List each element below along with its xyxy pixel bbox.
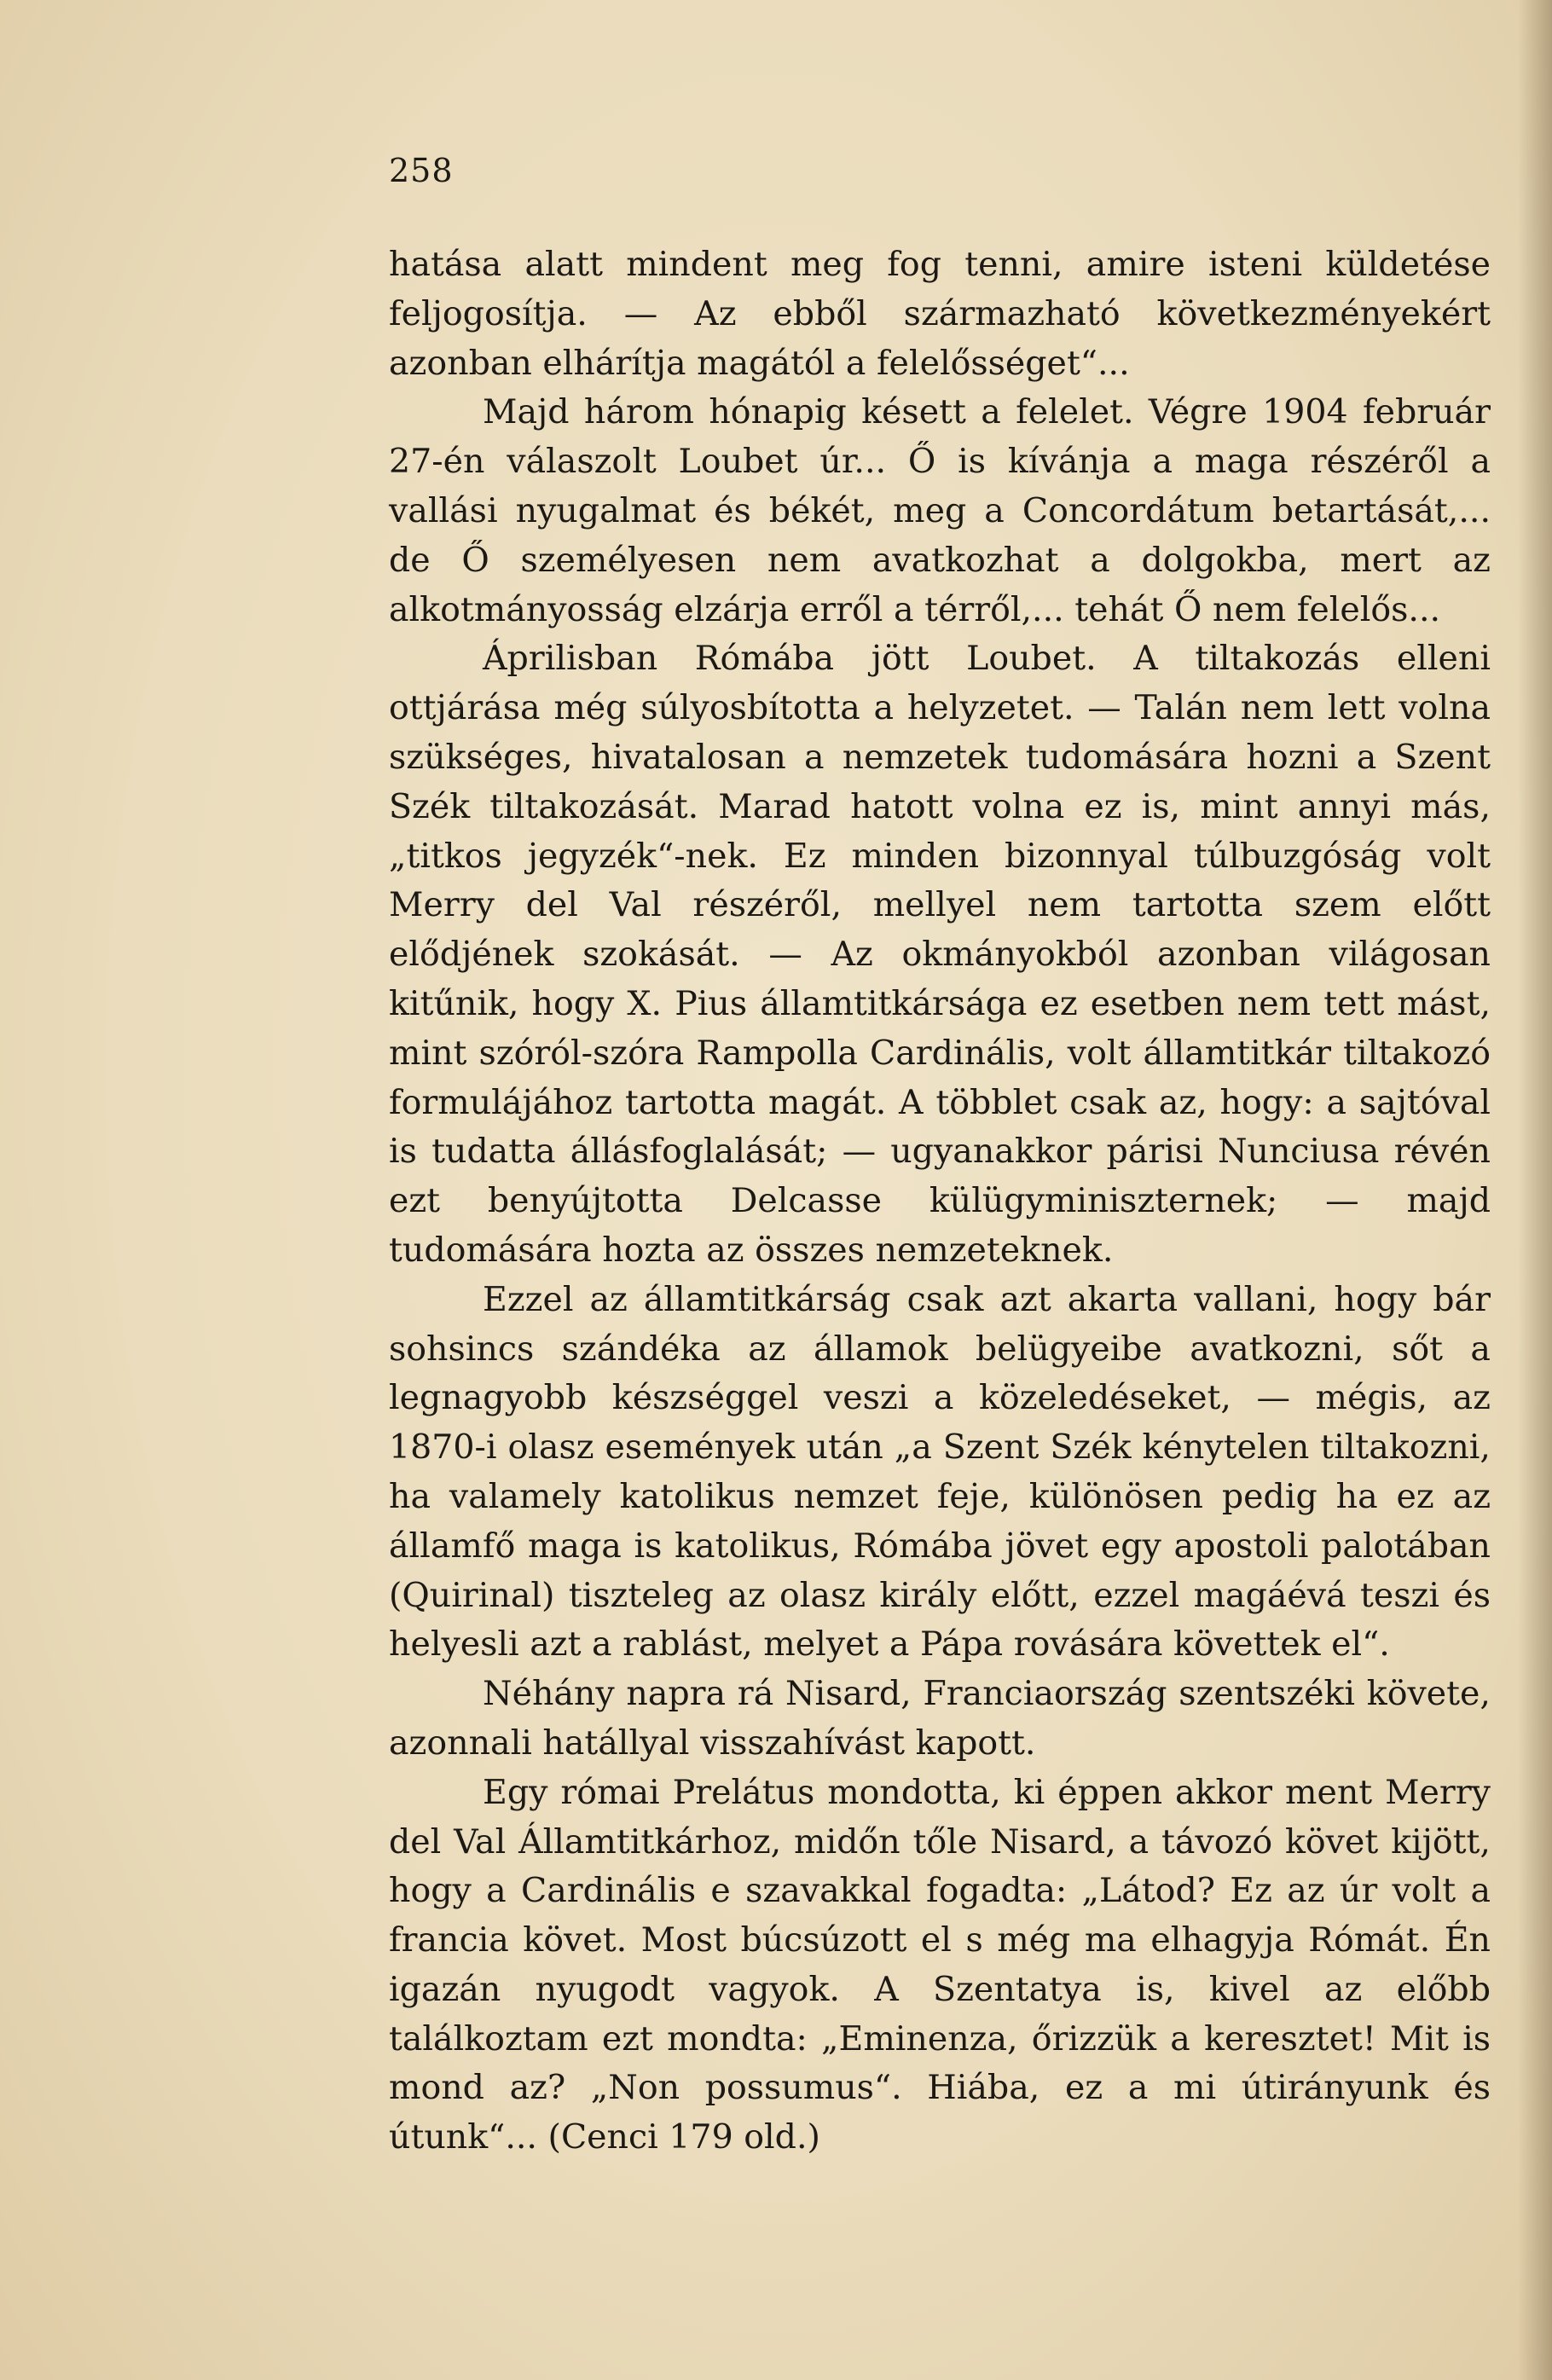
paragraph-5: Néhány napra rá Nisard, Franciaország szentszéki követe, azonnali hatállyal visszahívást kapott. — [389, 1674, 1491, 1763]
paragraph-1: hatása alatt mindent meg fog tenni, amire isteni küldetése feljogosítja. — Az ebből származható következményekért azonban elhárítja magától a felelősséget“... — [389, 245, 1491, 383]
body-text — [389, 240, 1491, 2163]
paragraph-6: Egy római Prelátus mondotta, ki éppen akkor ment Merry del Val Államtitkárhoz, midőn tőle Nisard, a távozó követ kijött, hogy a Cardinális e szavakkal fogadta: „Látod? Ez az úr volt a francia követ. Most búcsúzott el s még ma elhagyja Rómát. Én igazán nyugodt vagyok. A Szentatya is, kivel az előbb találkoztam ezt mondta: „Eminenza, őrizzük a keresztet! Mit is mond az? „Non possumus“. Hiába, ez a mi útirányunk és útunk“... (Cenci 179 old.) — [389, 1772, 1491, 2157]
paragraph-2: Majd három hónapig késett a felelet. Végre 1904 február 27-én válaszolt Loubet úr... Ő is kívánja a maga részéről a vallási nyugalmat és békét, meg a Concordátum betartását,... de Ő személyesen nem avatkozhat a dolgokba, mert az alkotmányosság elzárja erről a térről,... tehát Ő nem felelős... — [389, 392, 1491, 629]
paragraph-3: Áprilisban Rómába jött Loubet. A tiltakozás elleni ottjárása még súlyosbította a helyzetet. — Talán nem lett volna szükséges, hivatalosan a nemzetek tudomására hozni a Szent Szék tiltakozását. Marad hatott volna ez is, mint annyi más, „titkos jegyzék“-nek. Ez minden bizonnyal túlbuzgóság volt Merry del Val részéről, mellyel nem tartotta szem előtt elődjének szokását. — Az okmányokból azonban világosan kitűnik, hogy X. Pius államtitkársága ez esetben nem tett mást, mint szóról-szóra Rampolla Cardinális, volt államtitkár tiltakozó formulájához tartotta magát. A többlet csak az, hogy: a sajtóval is tudatta állásfoglalását; — ugyanakkor párisi Nunciusa révén ezt benyújtotta Delcasse külügyminiszternek; — majd tudomására hozta az összes nemzeteknek. — [389, 639, 1491, 1270]
page-number: 258 — [389, 152, 454, 189]
paragraph-4: Ezzel az államtitkárság csak azt akarta vallani, hogy bár sohsincs szándéka az államok belügyeibe avatkozni, sőt a legnagyobb készséggel veszi a közeledéseket, — mégis, az 1870-i olasz események után „a Szent Szék kénytelen tiltakozni, ha valamely katolikus nemzet feje, különösen pedig ha ez az államfő maga is katolikus, Rómába jövet egy apostoli palotában (Quirinal) tiszteleg az olasz király előtt, ezzel magáévá teszi és helyesli azt a rablást, melyet a Pápa rovására követtek el“. — [389, 1279, 1491, 1665]
